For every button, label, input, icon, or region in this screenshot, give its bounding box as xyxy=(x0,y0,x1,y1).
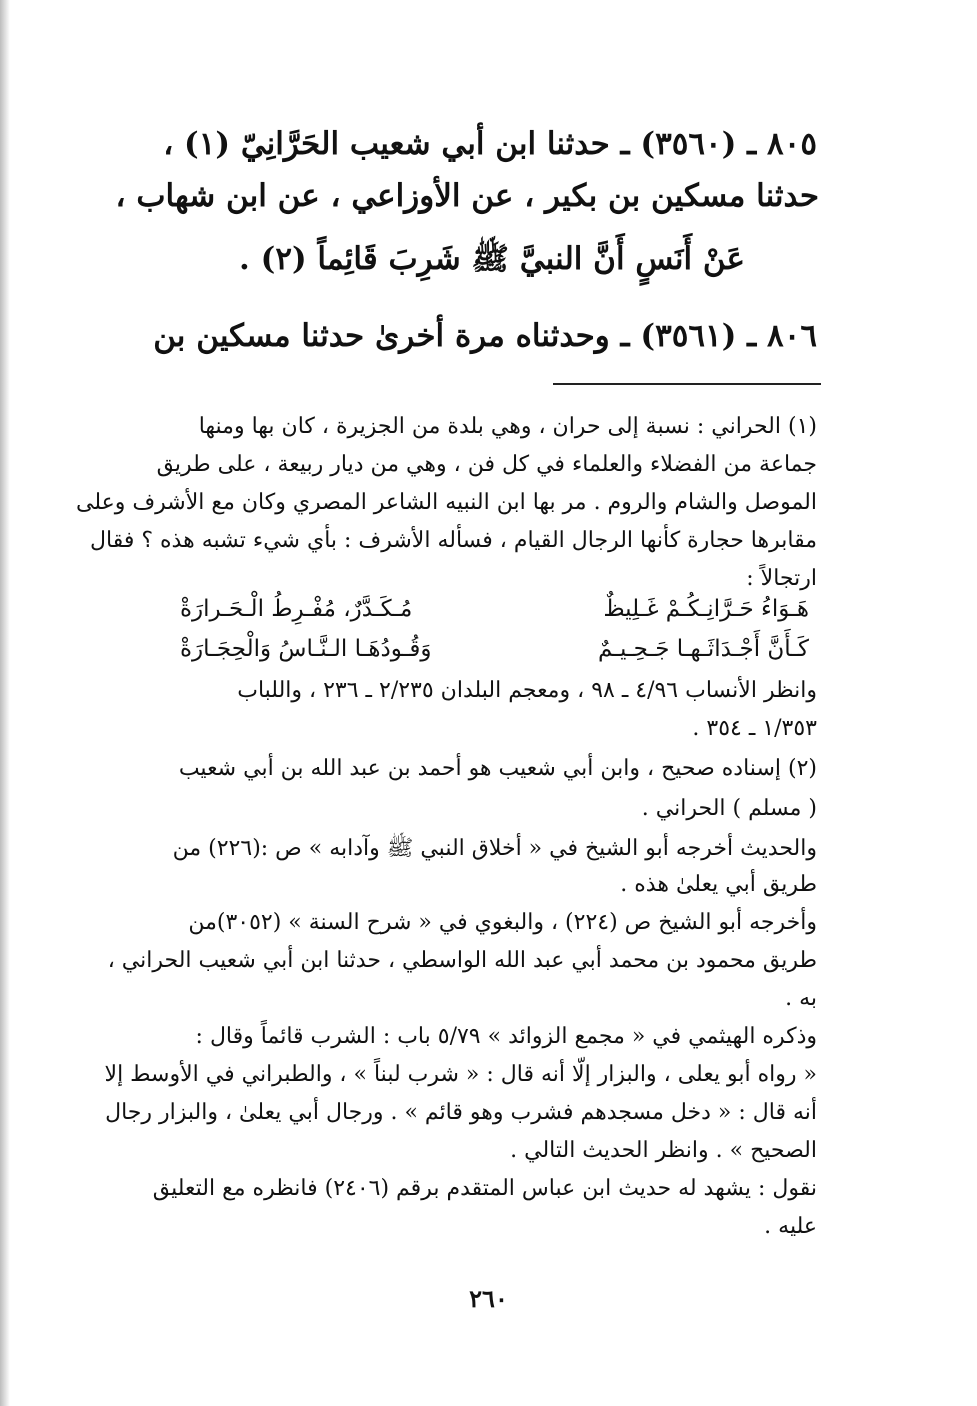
hadith-805-line-3: عَنْ أَنَسٍ أَنَّ النبيَّ ﷺ شَرِبَ قَائِماً (٢) . xyxy=(239,241,745,277)
footnote-1-line-7: ١/٣٥٣ ـ ٣٥٤ . xyxy=(692,716,817,741)
hadith-805-line-2: حدثنا مسكين بن بكير ، عن الأوزاعي ، عن ابن شهاب ، xyxy=(115,178,819,214)
footnote-2-line-2: ( مسلم ) الحراني . xyxy=(641,796,817,821)
footnote-2-line-10: أنه قال : « دخل مسجدهم فشرب وهو قائم » . ورجال أبي يعلىٰ ، والبزار رجال xyxy=(105,1100,817,1125)
footnote-2-line-11: الصحيح » . وانظر الحديث التالي . xyxy=(510,1138,817,1163)
footnote-1-line-4: مقابرها حجارة كأنها الرجال القيام ، فسأله الأشرف : بأي شيء تشبه هذه ؟ فقال xyxy=(90,528,817,553)
footnote-2-line-12: نقول : يشهد له حديث ابن عباس المتقدم برقم (٢٤٠٦) فانظره مع التعليق xyxy=(152,1176,817,1201)
footnote-2-line-13: عليه . xyxy=(764,1214,817,1239)
footnote-2-line-6: طريق محمود بن محمد أبي عبد الله الواسطي ، حدثنا ابن أبي شعيب الحراني ، xyxy=(107,948,817,973)
poem-line-1-hemistich-1: هَـوَاءُ حَـرَّانِـكُـمْ غَـلِيظٌ xyxy=(603,596,809,622)
footnote-2-line-5: وأخرجه أبو الشيخ ص (٢٢٤) ، والبغوي في « شرح السنة » (٣٠٥٢)من xyxy=(188,910,817,935)
footnote-1-line-2: جماعة من الفضلاء والعلماء في كل فن ، وهي من ديار ربيعة ، على طريق xyxy=(156,452,817,477)
footnote-2-line-7: به . xyxy=(785,986,817,1011)
hadith-805-line-1: ٨٠٥ ـ (٣٥٦٠) ـ حدثنا ابن أبي شعيب الحَرَّانِيّ (١) ، xyxy=(163,126,817,162)
hadith-806-line-1: ٨٠٦ ـ (٣٥٦١) ـ وحدثناه مرة أخرىٰ حدثنا مسكين بن xyxy=(153,318,817,354)
footnote-divider xyxy=(553,383,821,385)
poem-line-2-hemistich-1: كَـأَنَّ أَجْـدَاثَـهـا جَـحِـيـمٌ xyxy=(597,636,809,662)
footnote-2-line-8: وذكره الهيثمي في « مجمع الزوائد » ٥/٧٩ باب : الشرب قائماً وقال : xyxy=(195,1024,817,1049)
footnote-2-line-1: (٢) إسناده صحيح ، وابن أبي شعيب هو أحمد بن عبد الله بن أبي شعيب xyxy=(178,756,817,781)
footnote-2-line-4: طريق أبي يعلىٰ هذه . xyxy=(620,872,817,897)
footnote-1-line-5: ارتجالاً : xyxy=(746,566,817,591)
footnote-1-line-6: وانظر الأنساب ٤/٩٦ ـ ٩٨ ، ومعجم البلدان ٢/٢٣٥ ـ ٢٣٦ ، واللباب xyxy=(237,678,817,703)
scan-edge-shadow xyxy=(0,0,10,1406)
footnote-1-line-3: الموصل والشام والروم . مر بها ابن النبيه الشاعر المصري وكان مع الأشرف وعلى xyxy=(76,490,817,515)
page-number: ٢٦٠ xyxy=(469,1284,508,1313)
footnote-2-line-9: « رواه أبو يعلى ، والبزار إلّا أنه قال : « شرب لبناً » ، والطبراني في الأوسط إلا xyxy=(104,1062,817,1087)
footnote-2-line-3: والحديث أخرجه أبو الشيخ في « أخلاق النبي ﷺ وآدابه » ص :(٢٢٦) من xyxy=(172,836,817,861)
poem-line-2-hemistich-2: وَقُـودُهَـا الـنَّـاسُ وَالْحِجَـارَةْ xyxy=(180,636,432,662)
poem-line-1-hemistich-2: مُـكَـدَّرٌ، مُفْـرِطُ الْـحَـرارَةْ xyxy=(180,596,413,622)
footnote-1-line-1: (١) الحراني : نسبة إلى حران ، وهي بلدة من الجزيرة ، كان بها ومنها xyxy=(198,414,817,439)
